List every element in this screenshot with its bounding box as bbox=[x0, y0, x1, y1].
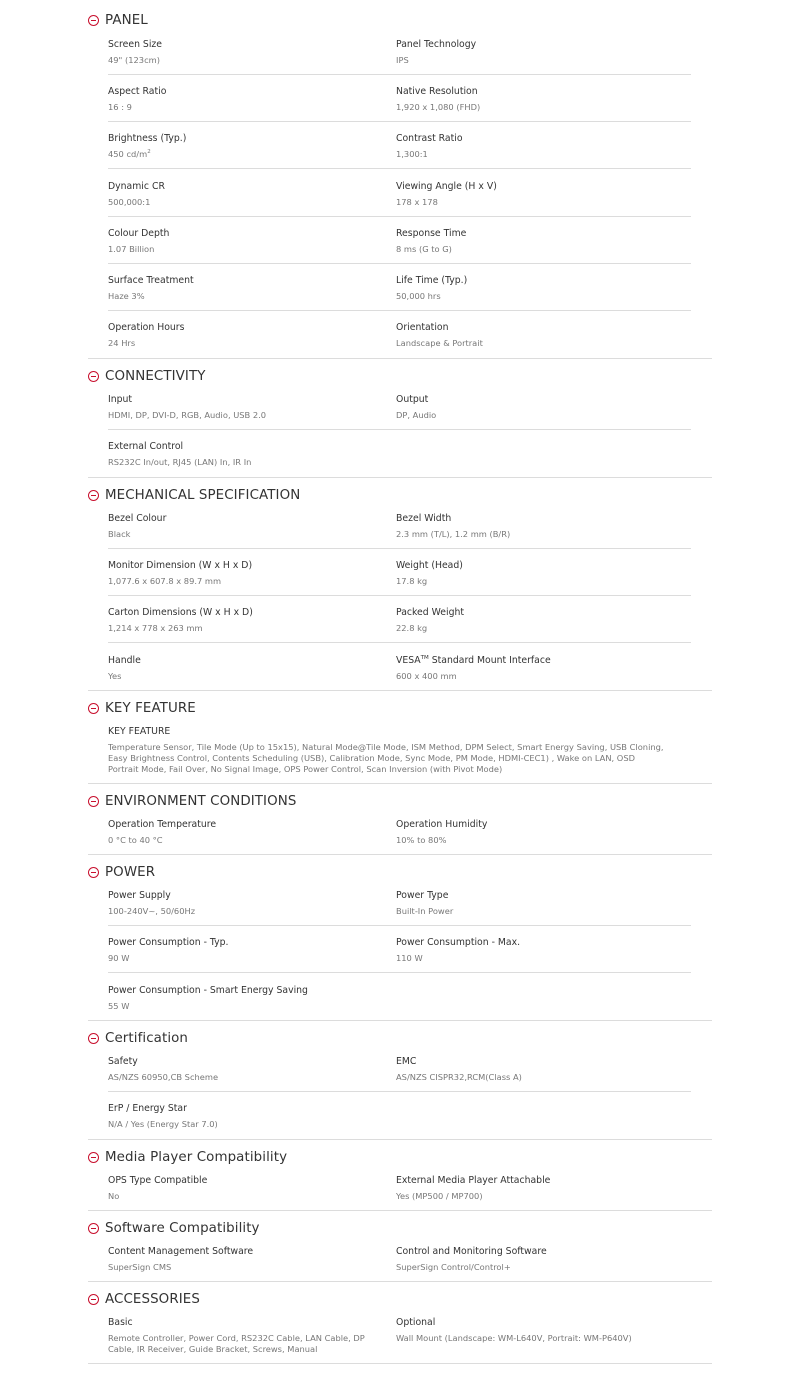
spec-value: 2.3 mm (T/L), 1.2 mm (B/R) bbox=[396, 529, 511, 539]
spec-viewing-angle bbox=[396, 181, 497, 208]
spec-safety bbox=[108, 1056, 218, 1083]
spec-label: Colour Depth bbox=[108, 228, 170, 239]
spec-label: Monitor Dimension (W x H x D) bbox=[108, 560, 253, 571]
spec-value: Temperature Sensor, Tile Mode (Up to 15x15), Natural Mode@Tile Mode, ISM Method, DPM Select, Smart Energy Saving, USB Cloning, Easy Brightness Control, Contents Scheduling (USB), Calibration Mode, Sync Mode, PM Mode, HDMI-CEC1) , Wake on LAN, OSD Portrait Mode, Fail Over, No Signal Image, OPS Power Control, Scan Inversion (with Pivot Mode) bbox=[108, 742, 664, 774]
collapse-icon[interactable] bbox=[88, 371, 99, 382]
spec-optional bbox=[396, 1317, 632, 1344]
spec-key-feature bbox=[108, 726, 668, 775]
section-header-media-player[interactable] bbox=[88, 1147, 287, 1167]
spec-value: 55 W bbox=[108, 1001, 130, 1011]
section-header-accessories[interactable] bbox=[88, 1289, 200, 1309]
row-divider bbox=[108, 1091, 691, 1092]
spec-label: Weight (Head) bbox=[396, 560, 463, 571]
row-divider bbox=[108, 972, 691, 973]
spec-label: Power Supply bbox=[108, 890, 171, 901]
spec-monitor-dimension bbox=[108, 560, 252, 587]
spec-label: Power Consumption - Smart Energy Saving bbox=[108, 985, 308, 996]
section-title: Certification bbox=[105, 1030, 189, 1046]
spec-label: External Control bbox=[108, 441, 184, 452]
spec-label: Carton Dimensions (W x H x D) bbox=[108, 607, 253, 618]
section-divider bbox=[88, 1210, 712, 1211]
row-divider bbox=[108, 121, 691, 122]
spec-value: SuperSign Control/Control+ bbox=[396, 1262, 511, 1272]
spec-value: Black bbox=[108, 529, 131, 539]
spec-value: 1,300:1 bbox=[396, 149, 428, 159]
spec-value-superscript: 2 bbox=[147, 149, 151, 155]
spec-operation-humidity bbox=[396, 819, 487, 846]
spec-value: 500,000:1 bbox=[108, 197, 151, 207]
collapse-icon[interactable] bbox=[88, 703, 99, 714]
spec-label: Operation Temperature bbox=[108, 819, 217, 830]
spec-value: RS232C In/out, RJ45 (LAN) In, IR In bbox=[108, 457, 252, 467]
spec-value: SuperSign CMS bbox=[108, 1262, 172, 1272]
spec-value: AS/NZS CISPR32,RCM(Class A) bbox=[396, 1072, 522, 1082]
section-title: POWER bbox=[105, 864, 156, 880]
section-divider bbox=[88, 1139, 712, 1140]
row-divider bbox=[108, 263, 691, 264]
spec-label: Optional bbox=[396, 1317, 436, 1328]
spec-response-time bbox=[396, 228, 466, 255]
spec-label: Content Management Software bbox=[108, 1246, 254, 1257]
spec-control-monitoring-software bbox=[396, 1246, 547, 1273]
spec-bezel-colour bbox=[108, 513, 166, 540]
collapse-icon[interactable] bbox=[88, 1152, 99, 1163]
spec-label: Basic bbox=[108, 1317, 133, 1328]
section-header-power[interactable] bbox=[88, 862, 155, 882]
spec-value: Built-In Power bbox=[396, 906, 454, 916]
section-divider bbox=[88, 690, 712, 691]
spec-value: N/A / Yes (Energy Star 7.0) bbox=[108, 1119, 218, 1129]
spec-label-rest: Standard Mount Interface bbox=[428, 655, 551, 666]
collapse-icon[interactable] bbox=[88, 1033, 99, 1044]
spec-vesa bbox=[396, 655, 551, 682]
spec-basic bbox=[108, 1317, 378, 1355]
section-title: Software Compatibility bbox=[105, 1220, 260, 1236]
spec-label-text: VESA bbox=[396, 655, 421, 666]
section-title: PANEL bbox=[105, 12, 148, 28]
spec-value: No bbox=[108, 1191, 120, 1201]
row-divider bbox=[108, 168, 691, 169]
spec-aspect-ratio bbox=[108, 86, 166, 113]
spec-value: 1.07 Billion bbox=[108, 244, 155, 254]
spec-label: EMC bbox=[396, 1056, 417, 1067]
spec-erp-energy-star bbox=[108, 1103, 218, 1130]
spec-value: 0 °C to 40 °C bbox=[108, 835, 163, 845]
spec-operation-temperature bbox=[108, 819, 216, 846]
row-divider bbox=[108, 429, 691, 430]
spec-value: 50,000 hrs bbox=[396, 291, 441, 301]
row-divider bbox=[108, 595, 691, 596]
spec-label: Power Type bbox=[396, 890, 449, 901]
spec-value: 110 W bbox=[396, 953, 423, 963]
section-header-certification[interactable] bbox=[88, 1028, 188, 1048]
spec-value: 600 x 400 mm bbox=[396, 671, 457, 681]
section-title: ACCESSORIES bbox=[105, 1291, 200, 1307]
spec-emc bbox=[396, 1056, 522, 1083]
spec-value: 178 x 178 bbox=[396, 197, 438, 207]
spec-label: Packed Weight bbox=[396, 607, 465, 618]
spec-label: Control and Monitoring Software bbox=[396, 1246, 547, 1257]
section-divider bbox=[88, 1363, 712, 1364]
spec-value-text: 450 cd/m bbox=[108, 149, 148, 159]
spec-power-supply bbox=[108, 890, 195, 917]
spec-label: Operation Humidity bbox=[396, 819, 488, 830]
row-divider bbox=[108, 216, 691, 217]
spec-label: Input bbox=[108, 394, 133, 405]
spec-label: Aspect Ratio bbox=[108, 86, 167, 97]
spec-label: Screen Size bbox=[108, 39, 163, 50]
spec-external-media-player bbox=[396, 1175, 550, 1202]
section-header-software[interactable] bbox=[88, 1218, 260, 1238]
spec-handle bbox=[108, 655, 141, 682]
spec-label: KEY FEATURE bbox=[108, 726, 171, 737]
spec-label: Life Time (Typ.) bbox=[396, 275, 468, 286]
spec-value: DP, Audio bbox=[396, 410, 437, 420]
spec-label: Power Consumption - Max. bbox=[396, 937, 521, 948]
spec-operation-hours bbox=[108, 322, 184, 349]
spec-label: Surface Treatment bbox=[108, 275, 194, 286]
spec-value: 8 ms (G to G) bbox=[396, 244, 452, 254]
spec-brightness bbox=[108, 133, 186, 160]
spec-contrast-ratio bbox=[396, 133, 463, 160]
spec-input bbox=[108, 394, 266, 421]
spec-value: 49" (123cm) bbox=[108, 55, 160, 65]
spec-carton-dimensions bbox=[108, 607, 253, 634]
spec-value: IPS bbox=[396, 55, 409, 65]
section-divider bbox=[88, 477, 712, 478]
spec-external-control bbox=[108, 441, 251, 468]
spec-label: Output bbox=[396, 394, 429, 405]
spec-value: 100-240V~, 50/60Hz bbox=[108, 906, 196, 916]
row-divider bbox=[108, 925, 691, 926]
spec-colour-depth bbox=[108, 228, 169, 255]
spec-value: 24 Hrs bbox=[108, 338, 136, 348]
spec-label: Operation Hours bbox=[108, 322, 185, 333]
spec-label: Panel Technology bbox=[396, 39, 477, 50]
spec-label: Response Time bbox=[396, 228, 467, 239]
spec-life-time bbox=[396, 275, 467, 302]
spec-label: OPS Type Compatible bbox=[108, 1175, 208, 1186]
spec-native-resolution bbox=[396, 86, 480, 113]
section-divider bbox=[88, 783, 712, 784]
spec-content-management-software bbox=[108, 1246, 253, 1273]
spec-value: 22.8 kg bbox=[396, 623, 428, 633]
spec-packed-weight bbox=[396, 607, 464, 634]
spec-value: 1,214 x 778 x 263 mm bbox=[108, 623, 203, 633]
spec-bezel-width bbox=[396, 513, 510, 540]
spec-label: Handle bbox=[108, 655, 141, 666]
spec-dynamic-cr bbox=[108, 181, 165, 208]
collapse-icon[interactable] bbox=[88, 490, 99, 501]
spec-screen-size bbox=[108, 39, 162, 66]
section-header-mechanical[interactable] bbox=[88, 485, 300, 505]
section-divider bbox=[88, 854, 712, 855]
spec-power-consumption-max bbox=[396, 937, 520, 964]
spec-label bbox=[396, 655, 551, 667]
spec-value: Remote Controller, Power Cord, RS232C Cable, LAN Cable, DP Cable, IR Receiver, Guide Bracket, Screws, Manual bbox=[108, 1333, 365, 1354]
section-title: ENVIRONMENT CONDITIONS bbox=[105, 793, 297, 809]
section-header-key-feature[interactable] bbox=[88, 698, 196, 718]
spec-weight-head bbox=[396, 560, 463, 587]
spec-label: Native Resolution bbox=[396, 86, 478, 97]
spec-label: Viewing Angle (H x V) bbox=[396, 181, 497, 192]
spec-value: Yes bbox=[108, 671, 122, 681]
spec-orientation bbox=[396, 322, 483, 349]
collapse-icon[interactable] bbox=[88, 15, 99, 26]
collapse-icon[interactable] bbox=[88, 867, 99, 878]
section-title: CONNECTIVITY bbox=[105, 368, 206, 384]
section-header-connectivity[interactable] bbox=[88, 366, 206, 386]
spec-label: Bezel Colour bbox=[108, 513, 167, 524]
spec-value: 10% to 80% bbox=[396, 835, 447, 845]
spec-value: HDMI, DP, DVI-D, RGB, Audio, USB 2.0 bbox=[108, 410, 267, 420]
section-divider bbox=[88, 358, 712, 359]
spec-value: Wall Mount (Landscape: WM-L640V, Portrait: WM-P640V) bbox=[396, 1333, 632, 1343]
row-divider bbox=[108, 74, 691, 75]
spec-value: AS/NZS 60950,CB Scheme bbox=[108, 1072, 219, 1082]
spec-label: External Media Player Attachable bbox=[396, 1175, 551, 1186]
spec-surface-treatment bbox=[108, 275, 194, 302]
spec-panel-technology bbox=[396, 39, 476, 66]
collapse-icon[interactable] bbox=[88, 1223, 99, 1234]
spec-label: Orientation bbox=[396, 322, 449, 333]
spec-label: Contrast Ratio bbox=[396, 133, 463, 144]
spec-value: Yes (MP500 / MP700) bbox=[396, 1191, 483, 1201]
spec-value: 90 W bbox=[108, 953, 130, 963]
section-header-panel[interactable] bbox=[88, 10, 148, 30]
row-divider bbox=[108, 548, 691, 549]
spec-value: 16 : 9 bbox=[108, 102, 132, 112]
section-header-environment[interactable] bbox=[88, 791, 296, 811]
spec-value: 17.8 kg bbox=[396, 576, 428, 586]
spec-label: Power Consumption - Typ. bbox=[108, 937, 229, 948]
spec-power-consumption-typ bbox=[108, 937, 229, 964]
row-divider bbox=[108, 642, 691, 643]
collapse-icon[interactable] bbox=[88, 1294, 99, 1305]
spec-output bbox=[396, 394, 436, 421]
section-title: KEY FEATURE bbox=[105, 700, 196, 716]
section-divider bbox=[88, 1020, 712, 1021]
spec-value: Haze 3% bbox=[108, 291, 145, 301]
spec-label: ErP / Energy Star bbox=[108, 1103, 187, 1114]
section-title: Media Player Compatibility bbox=[105, 1149, 288, 1165]
section-title: MECHANICAL SPECIFICATION bbox=[105, 487, 301, 503]
spec-label: Bezel Width bbox=[396, 513, 452, 524]
row-divider bbox=[108, 310, 691, 311]
trademark-superscript: TM bbox=[420, 655, 429, 661]
spec-power-consumption-smart bbox=[108, 985, 308, 1012]
spec-value: 1,077.6 x 607.8 x 89.7 mm bbox=[108, 576, 222, 586]
collapse-icon[interactable] bbox=[88, 796, 99, 807]
spec-label: Brightness (Typ.) bbox=[108, 133, 187, 144]
spec-value bbox=[108, 149, 186, 160]
spec-label: Safety bbox=[108, 1056, 138, 1067]
spec-ops-type-compatible bbox=[108, 1175, 207, 1202]
spec-value: Landscape & Portrait bbox=[396, 338, 483, 348]
spec-label: Dynamic CR bbox=[108, 181, 165, 192]
section-divider bbox=[88, 1281, 712, 1282]
spec-power-type bbox=[396, 890, 453, 917]
spec-value: 1,920 x 1,080 (FHD) bbox=[396, 102, 481, 112]
